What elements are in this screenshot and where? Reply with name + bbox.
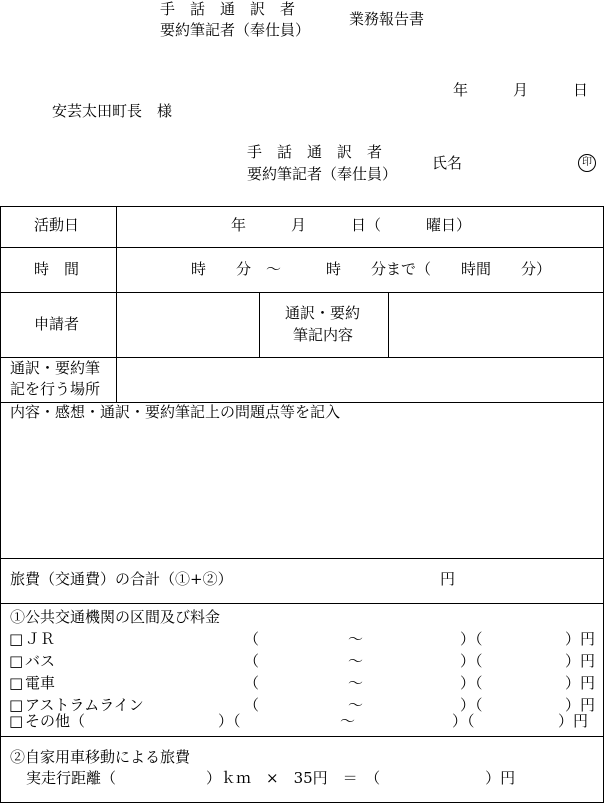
bracket: ）（: [460, 630, 483, 648]
table-rule: [0, 206, 604, 207]
tilde: ～: [348, 696, 364, 714]
place-label-line-2: 記を行う場所: [10, 380, 101, 398]
place-label-line-1: 通訳・要約筆: [10, 359, 101, 377]
transport-label: バス: [25, 652, 56, 670]
activity-day-label: 活動日: [34, 216, 80, 234]
yen-unit: ）円: [565, 696, 596, 714]
table-rule: [0, 736, 604, 737]
table-rule: [259, 292, 260, 357]
table-rule: [0, 247, 604, 248]
tilde: ～: [340, 712, 356, 730]
title-line-2: 要約筆記者（奉仕員）: [160, 21, 311, 39]
public-transport-heading: ①公共交通機関の区間及び料金: [10, 608, 221, 626]
travel-total-label: 旅費（交通費）の合計（①+②）: [10, 570, 233, 588]
bracket: ）（: [460, 674, 483, 692]
checkbox[interactable]: □: [9, 630, 24, 648]
title-line-1: 手 話 通 訳 者: [160, 0, 296, 18]
checkbox[interactable]: □: [9, 652, 24, 670]
bracket: （: [244, 696, 260, 714]
bracket: （: [244, 674, 260, 692]
report-title: 業務報告書: [349, 10, 425, 28]
checkbox[interactable]: □: [9, 696, 24, 714]
reporter-line-2: 要約筆記者（奉仕員）: [247, 165, 398, 183]
reporter-line-1: 手 話 通 訳 者: [247, 143, 383, 161]
yen-unit: ）円: [565, 674, 596, 692]
car-distance-line[interactable]: 実走行距離（ ）ｋｍ × 35円 ＝ （ ）円: [26, 769, 516, 787]
place-field[interactable]: [117, 358, 603, 402]
content-label-line-1: 通訳・要約: [285, 304, 361, 322]
tilde: ～: [348, 630, 364, 648]
activity-day-field[interactable]: 年 月 日（ 曜日）: [231, 216, 472, 234]
car-travel-heading: ②自家用車移動による旅費: [10, 748, 191, 766]
time-label: 時 間: [34, 260, 80, 278]
bracket: ）（: [460, 696, 483, 714]
transport-label: その他（: [25, 712, 86, 730]
table-rule: [0, 558, 604, 559]
addressee: 安芸太田町長 様: [52, 102, 173, 120]
bracket: （: [244, 652, 260, 670]
bracket: ）（: [460, 652, 483, 670]
checkbox[interactable]: □: [9, 712, 24, 730]
time-field[interactable]: 時 分 ～ 時 分まで（ 時間 分）: [191, 260, 552, 278]
name-label: 氏名: [432, 154, 463, 172]
bracket: ）（: [218, 712, 241, 730]
yen-unit: ）円: [565, 652, 596, 670]
table-rule: [0, 603, 604, 604]
bracket: ）（: [452, 712, 475, 730]
yen-unit: ）円: [558, 712, 589, 730]
transport-label: 電車: [25, 674, 56, 692]
applicant-field[interactable]: [117, 293, 259, 357]
notes-label: 内容・感想・通訳・要約筆記上の問題点等を記入: [10, 403, 341, 421]
content-label-line-2: 筆記内容: [293, 326, 354, 344]
tilde: ～: [348, 652, 364, 670]
seal-mark: 印: [578, 154, 596, 172]
tilde: ～: [348, 674, 364, 692]
transport-label: ＪＲ: [25, 630, 56, 648]
checkbox[interactable]: □: [9, 674, 24, 692]
transport-label: アストラムライン: [25, 696, 144, 714]
report-date: 年 月 日: [453, 81, 589, 99]
yen-unit: ）円: [565, 630, 596, 648]
applicant-label: 申請者: [34, 315, 80, 333]
travel-total-unit: 円: [440, 570, 456, 588]
content-field[interactable]: [389, 293, 603, 357]
bracket: （: [244, 630, 260, 648]
notes-field[interactable]: [1, 425, 603, 558]
